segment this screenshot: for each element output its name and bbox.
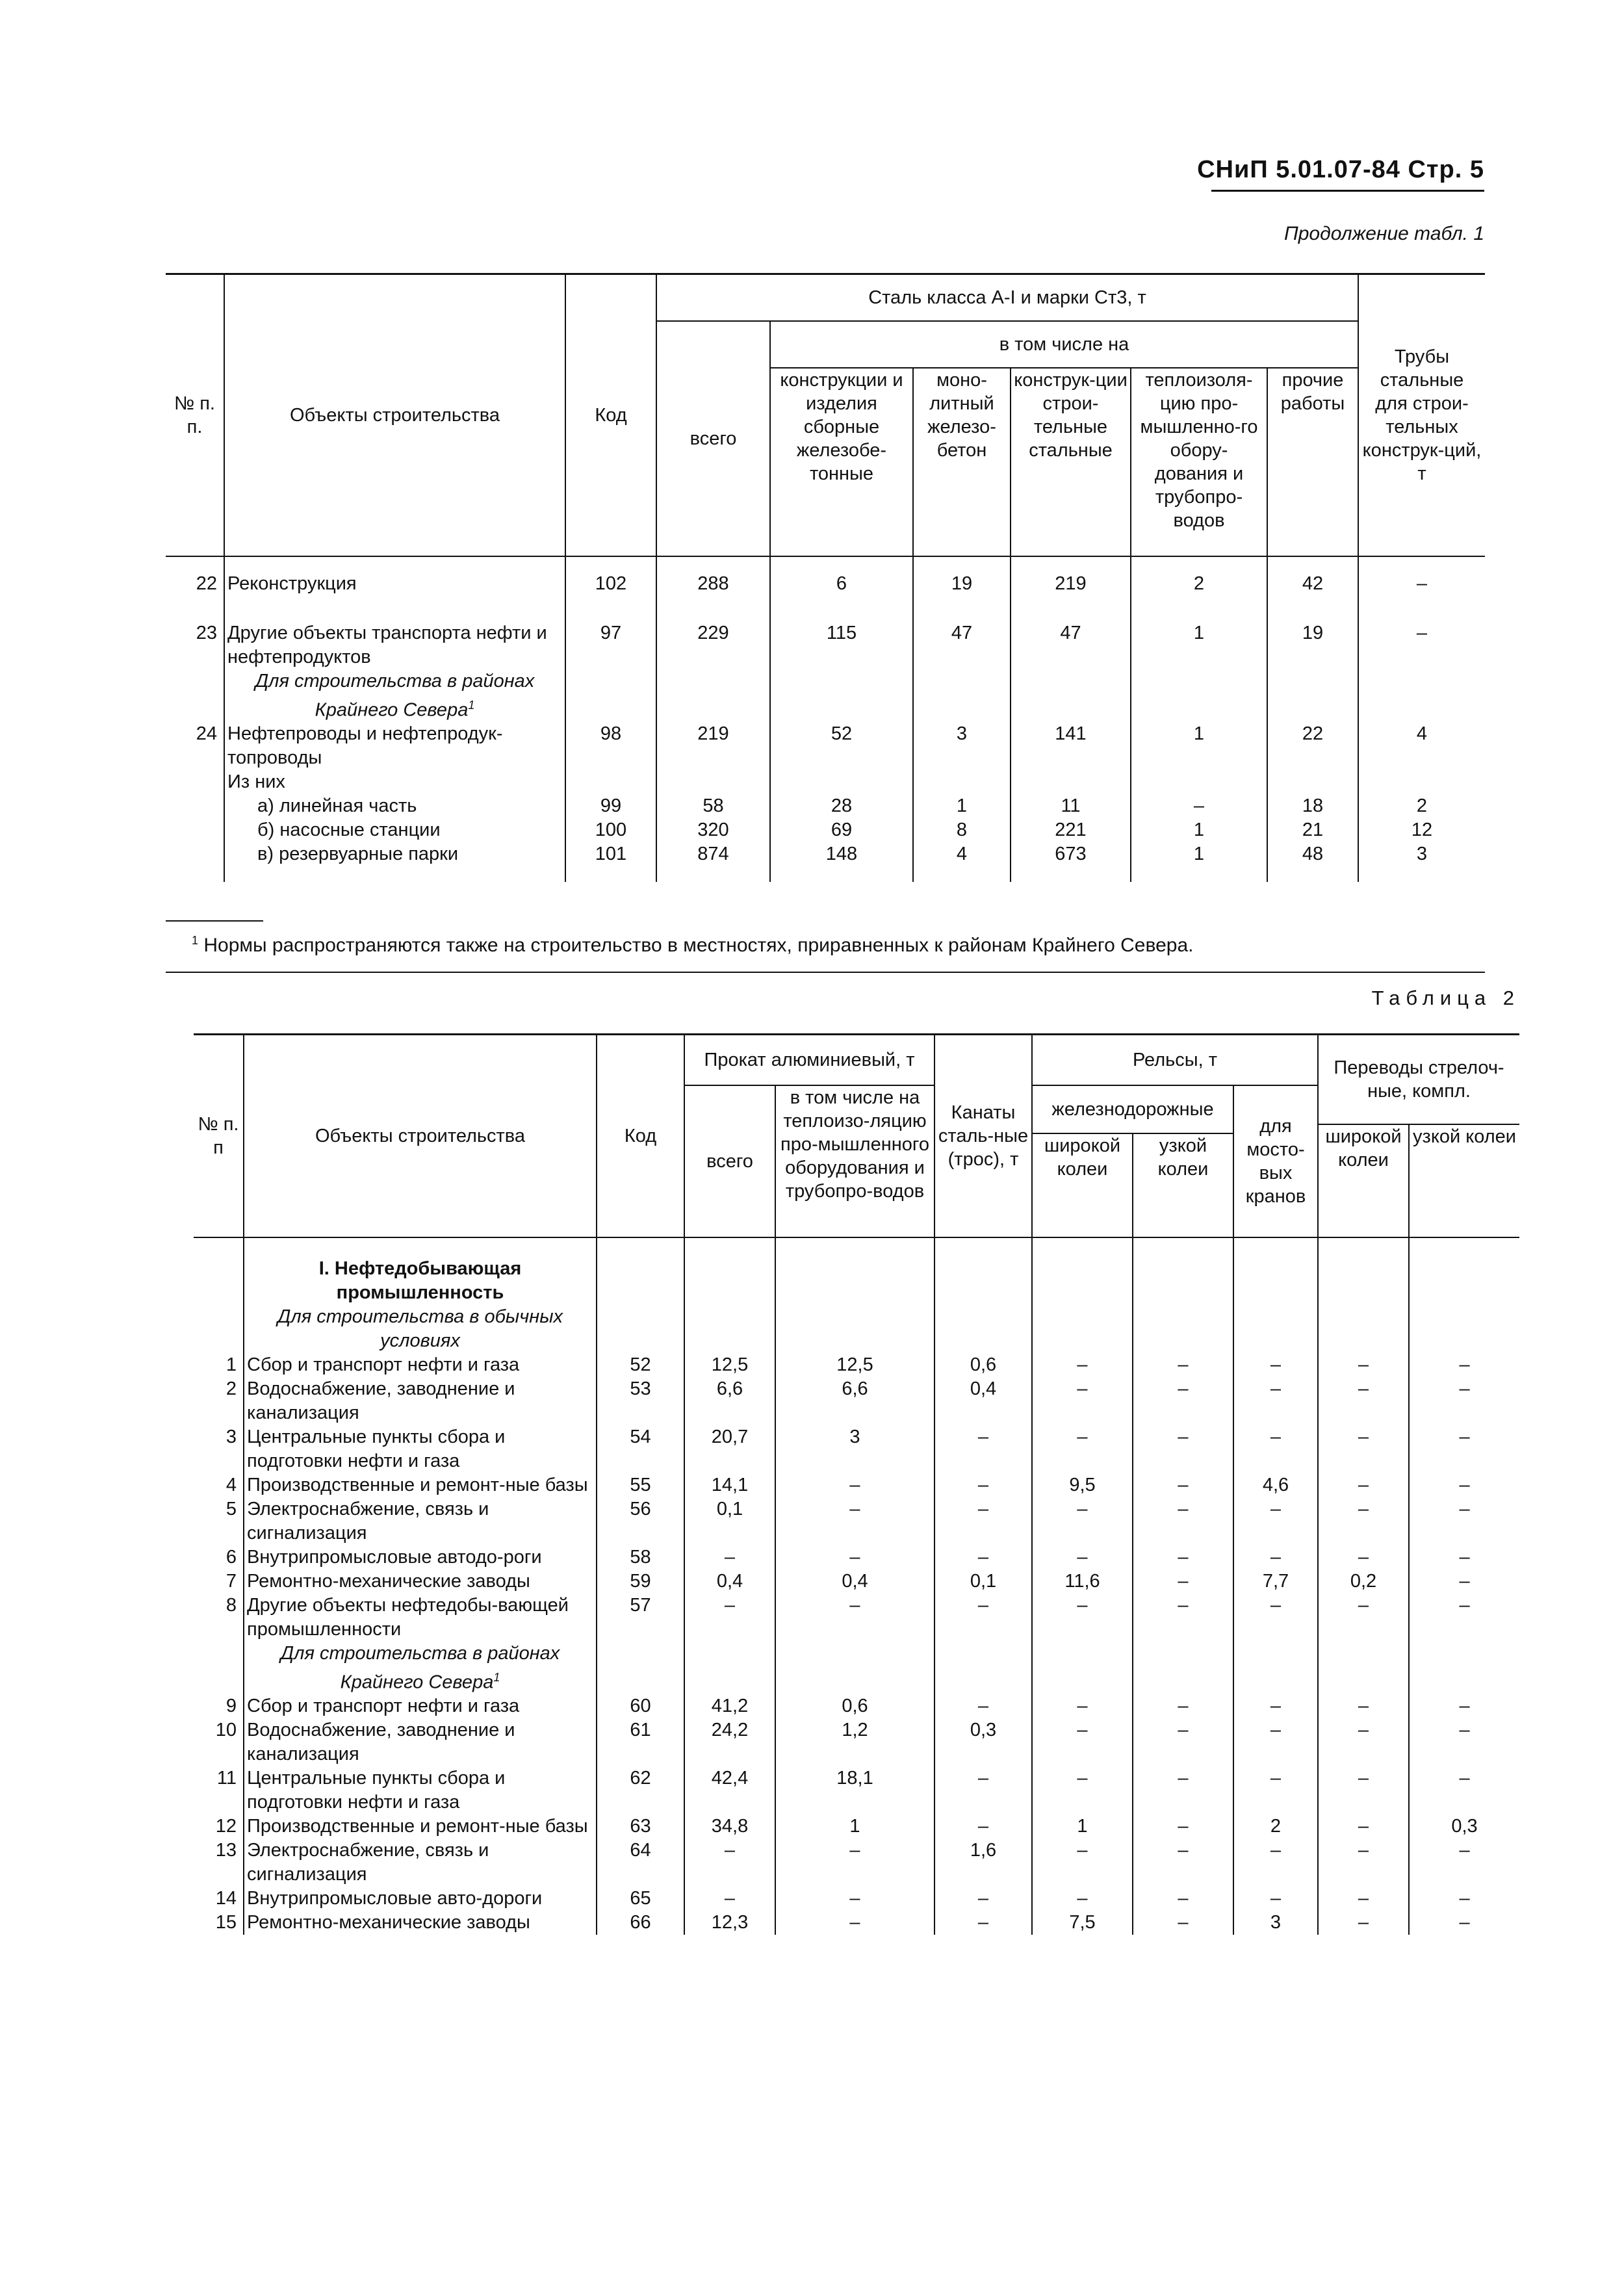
table-row: б) насосные станции 100 320 69 8 221 1 21 12 <box>166 818 1485 842</box>
t1-col-num: № п. п. <box>166 274 224 556</box>
t2-col-rail-narrow: узкой колеи <box>1133 1133 1233 1237</box>
section-row <box>194 1305 1519 1353</box>
section-label: Для строительства в обычных условиях <box>244 1305 597 1353</box>
section-row <box>194 1642 1519 1695</box>
table-row: Из них <box>166 770 1485 794</box>
table-2-header <box>194 1035 1519 1237</box>
table-row: 12 Производственные и ремонт-ные базы 63 34,8 1 – 1 – 2 – 0,3 <box>194 1815 1519 1839</box>
section-divider <box>166 972 1485 973</box>
t2-col-num: № п. п <box>194 1035 244 1237</box>
table-row: в) резервуарные парки 101 874 148 4 673 1 48 3 <box>166 842 1485 866</box>
t1-col-c5: прочие работы <box>1267 368 1358 556</box>
section-row <box>194 1257 1519 1305</box>
footnote-mark: 1 <box>468 698 475 712</box>
t2-col-code: Код <box>597 1035 684 1237</box>
table-2-body <box>194 1237 1519 1935</box>
t1-col-objects: Объекты строительства <box>224 274 565 556</box>
table-row: а) линейная часть 99 58 28 1 11 – 18 2 <box>166 794 1485 818</box>
footnote <box>192 934 1193 957</box>
footnote-text: Нормы распространяются также на строительство в местностях, приравненных к районам Крайнего Севера. <box>203 935 1194 956</box>
t2-col-sw-narrow: узкой колеи <box>1409 1124 1519 1237</box>
t2-col-sw-wide: широкой колеи <box>1318 1124 1409 1237</box>
table-1-header <box>166 274 1485 556</box>
footnote-mark: 1 <box>493 1670 500 1684</box>
table-row: 1 Сбор и транспорт нефти и газа 52 12,5 12,5 0,6 – – – – – <box>194 1353 1519 1377</box>
footnote-rule <box>166 920 263 922</box>
table-row: 5 Электроснабжение, связь и сигнализация 56 0,1 – – – – – – – <box>194 1497 1519 1545</box>
section-row <box>166 669 1485 723</box>
table-row: 10 Водоснабжение, заводнение и канализация 61 24,2 1,2 0,3 – – – – – <box>194 1718 1519 1766</box>
t2-col-ropes: Канаты сталь-ные (трос), т <box>934 1035 1032 1237</box>
t2-col-objects: Объекты строительства <box>244 1035 597 1237</box>
table-2-caption: Таблица 2 <box>1371 987 1520 1009</box>
table-row: 11 Центральные пункты сбора и подготовки нефти и газа 62 42,4 18,1 – – – – – – <box>194 1766 1519 1815</box>
t1-col-steel-group: Сталь класса А-I и марки Ст3, т <box>656 274 1358 321</box>
t1-col-pipes: Трубы стальные для строи-тельных конструк-ций, т <box>1358 274 1485 556</box>
table-row: 15 Ремонтно-механические заводы 66 12,3 – – 7,5 – 3 – – <box>194 1911 1519 1935</box>
table-row: 7 Ремонтно-механические заводы 59 0,4 0,4 0,1 11,6 – 7,7 0,2 – <box>194 1570 1519 1594</box>
t1-col-code: Код <box>565 274 656 556</box>
t2-col-alu-group: Прокат алюминиевый, т <box>684 1035 934 1085</box>
t2-col-alu-incl: в том числе на теплоизо-ляцию про-мышленного оборудования и трубопро-водов <box>775 1085 934 1237</box>
t1-col-including: в том числе на <box>770 321 1358 368</box>
table-row: 13 Электроснабжение, связь и сигнализация 64 – – 1,6 – – – – – <box>194 1839 1519 1887</box>
section-heading: I. Нефтедобывающая промышленность <box>244 1257 597 1305</box>
table-row: 2 Водоснабжение, заводнение и канализация 53 6,6 6,6 0,4 – – – – – <box>194 1377 1519 1425</box>
table-row: 3 Центральные пункты сбора и подготовки нефти и газа 54 20,7 3 – – – – – – <box>194 1425 1519 1473</box>
table-continuation-label: Продолжение табл. 1 <box>1284 223 1484 244</box>
section-label: Для строительства в районах Крайнего Севера <box>255 670 535 721</box>
table-row: 4 Производственные и ремонт-ные базы 55 14,1 – – 9,5 – 4,6 – – <box>194 1473 1519 1497</box>
t2-col-alu-total: всего <box>684 1085 775 1237</box>
table-row: 22 Реконструкция 102 288 6 19 219 2 42 – <box>166 572 1485 621</box>
t2-col-bridge: для мосто-вых кранов <box>1233 1085 1318 1237</box>
t1-col-c1: конструкции и изделия сборные железобе-тонные <box>770 368 913 556</box>
t1-col-c4: теплоизоля-цию про-мышленно-го обору-дования и трубопро-водов <box>1131 368 1267 556</box>
table-row: 9 Сбор и транспорт нефти и газа 60 41,2 0,6 – – – – – – <box>194 1694 1519 1718</box>
table-row: 6 Внутрипромысловые автодо-роги 58 – – – – – – – – <box>194 1545 1519 1570</box>
t1-col-c3: конструк-ции строи-тельные стальные <box>1011 368 1131 556</box>
t2-col-rail-wide: широкой колеи <box>1032 1133 1133 1237</box>
table-1 <box>166 273 1485 882</box>
table-row: 14 Внутрипромысловые авто-дороги 65 – – – – – – – – <box>194 1887 1519 1911</box>
t1-col-c2: моно-литный железо-бетон <box>913 368 1011 556</box>
table-1-body <box>166 556 1485 883</box>
section-label: Для строительства в районах Крайнего Севера <box>280 1642 560 1693</box>
t2-col-rails-group: Рельсы, т <box>1032 1035 1318 1085</box>
header-rule <box>1211 190 1484 192</box>
footnote-mark: 1 <box>192 934 199 947</box>
table-row: 23 Другие объекты транспорта нефти и нефтепродуктов 97 229 115 47 47 1 19 – <box>166 621 1485 669</box>
page-header-title: СНиП 5.01.07-84 Стр. 5 <box>1197 156 1484 183</box>
table-row: 8 Другие объекты нефтедобы-вающей промышленности 57 – – – – – – – – <box>194 1594 1519 1642</box>
table-2 <box>194 1033 1519 1935</box>
t1-col-total: всего <box>656 321 770 556</box>
t2-col-rail-group: железнодорожные <box>1032 1085 1233 1133</box>
t2-col-switch-group: Переводы стрелоч-ные, компл. <box>1318 1035 1519 1124</box>
table-row: 24 Нефтепроводы и нефтепродук-топроводы 98 219 52 3 141 1 22 4 <box>166 722 1485 770</box>
